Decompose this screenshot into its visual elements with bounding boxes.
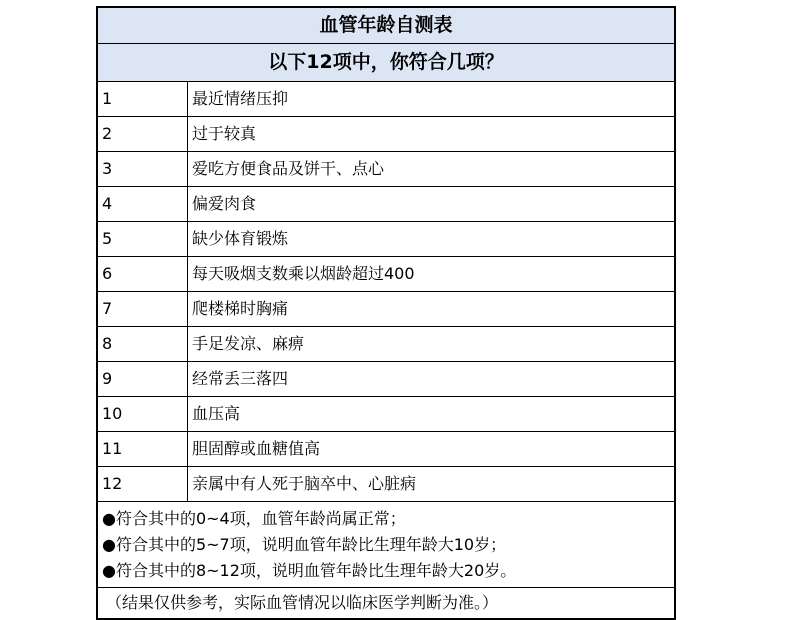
row-number: 7 — [98, 292, 188, 326]
row-text: 亲属中有人死于脑卒中、心脏病 — [192, 474, 417, 493]
row-number: 6 — [98, 257, 188, 291]
row-text: 每天吸烟支数乘以烟龄超过400 — [192, 264, 415, 283]
row-text: 爱吃方便食品及饼干、点心 — [192, 159, 385, 178]
row-number: 2 — [98, 117, 188, 151]
row-text: 爬楼梯时胸痛 — [192, 299, 289, 318]
table-row — [98, 467, 674, 502]
result-notes — [98, 502, 674, 588]
note-line: ●符合其中的0~4项，血管年龄尚属正常； — [102, 509, 406, 528]
row-number: 3 — [98, 152, 188, 186]
table-row — [98, 257, 674, 292]
table-row — [98, 222, 674, 257]
table-row — [98, 327, 674, 362]
note-line: ●符合其中的8~12项，说明血管年龄比生理年龄大20岁。 — [102, 561, 517, 580]
note-line: ●符合其中的5~7项，说明血管年龄比生理年龄大10岁； — [102, 535, 507, 554]
row-number: 4 — [98, 187, 188, 221]
row-number: 1 — [98, 82, 188, 116]
table-row — [98, 82, 674, 117]
table-row — [98, 292, 674, 327]
table-row — [98, 117, 674, 152]
row-number: 12 — [98, 467, 188, 501]
table-subtitle: 以下12项中，你符合几项？ — [98, 44, 674, 82]
row-text: 最近情绪压抑 — [192, 89, 289, 108]
row-number: 10 — [98, 397, 188, 431]
row-text: 手足发凉、麻痹 — [192, 334, 305, 353]
table-row — [98, 152, 674, 187]
row-text: 缺少体育锻炼 — [192, 229, 289, 248]
table-row — [98, 362, 674, 397]
row-number: 8 — [98, 327, 188, 361]
row-number: 11 — [98, 432, 188, 466]
table-row — [98, 397, 674, 432]
table-row — [98, 432, 674, 467]
self-test-table — [96, 6, 676, 620]
row-text: 经常丢三落四 — [192, 369, 289, 388]
row-number: 9 — [98, 362, 188, 396]
row-text: 过于较真 — [192, 124, 257, 143]
row-number: 5 — [98, 222, 188, 256]
row-text: 偏爱肉食 — [192, 194, 257, 213]
row-text: 血压高 — [192, 404, 241, 423]
disclaimer: （结果仅供参考，实际血管情况以临床医学判断为准。） — [106, 593, 499, 612]
row-text: 胆固醇或血糖值高 — [192, 439, 321, 458]
table-title: 血管年龄自测表 — [98, 8, 674, 44]
table-row — [98, 187, 674, 222]
